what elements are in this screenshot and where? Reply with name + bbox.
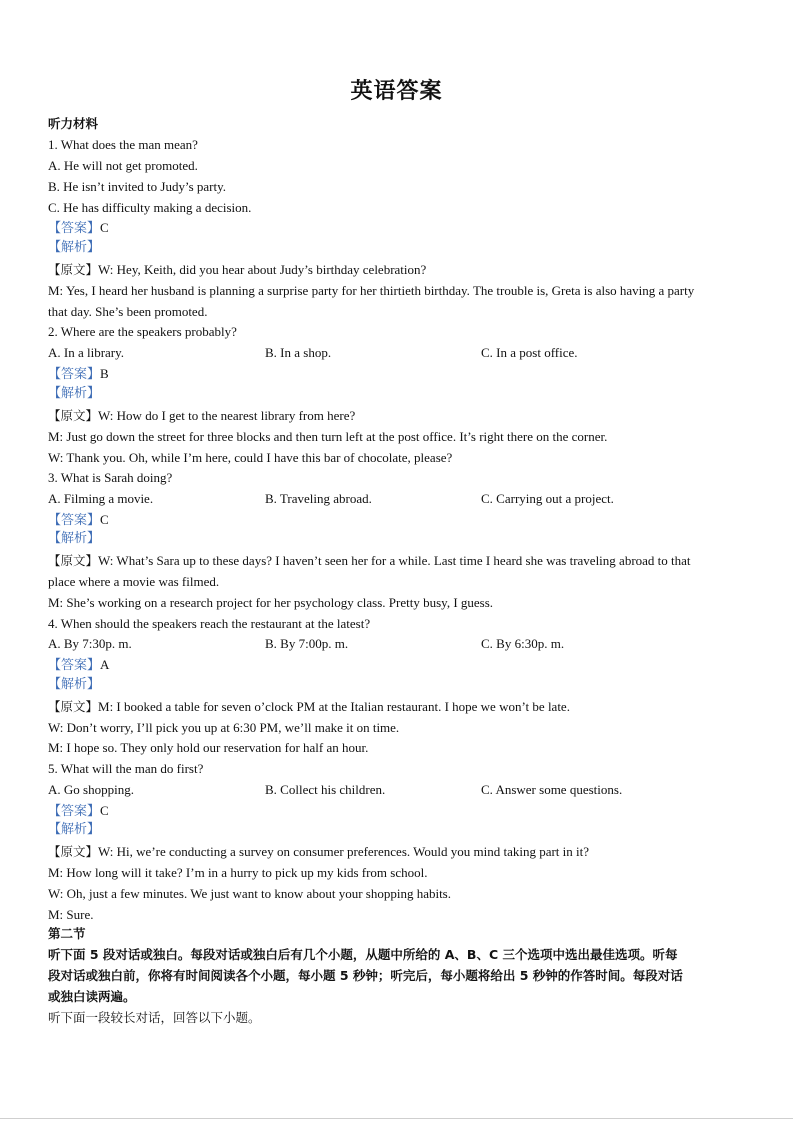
section2-heading: 第二节	[48, 926, 86, 941]
q1-transcript-line-3: that day. She’s been promoted.	[48, 304, 208, 319]
q1-option-b: B. He isn’t invited to Judy’s party.	[48, 179, 227, 194]
q2-option-b: B. In a shop.	[265, 345, 332, 360]
q4-transcript-line-3: M: I hope so. They only hold our reservation for half an hour.	[48, 740, 369, 755]
answer-label: 【答案】	[48, 367, 101, 382]
q1-transcript-line-2: M: Yes, I heard her husband is planning a surprise party for her thirtieth birthday. The trouble is, Greta is also having a party	[48, 283, 695, 298]
original-label: 【原文】	[48, 408, 99, 423]
q5-transcript-line-1	[48, 844, 589, 860]
q4-answer	[48, 657, 109, 674]
q4-option-b: B. By 7:00p. m.	[265, 636, 349, 651]
section2-prompt: 听下面一段较长对话，回答以下小题。	[48, 1010, 261, 1025]
q2-option-c: C. In a post office.	[481, 345, 578, 360]
transcript-text: W: What’s Sara up to these days? I haven’t seen her for a while. Last time I heard she was traveling abroad to that	[98, 553, 691, 568]
q2-transcript-line-2: M: Just go down the street for three blocks and then turn left at the post office. It’s right there on the corner.	[48, 429, 608, 444]
original-label: 【原文】	[48, 553, 99, 568]
q4-question: 4. When should the speakers reach the restaurant at the latest?	[48, 616, 371, 631]
q1-transcript-line-1	[48, 262, 426, 278]
section2-instruction-line-1: 听下面 5 段对话或独白。每段对话或独白后有几个小题，从题中所给的 A、B、C 三个选项中选出最佳选项。听每	[48, 947, 678, 962]
answer-value: C	[100, 220, 109, 235]
section2-instruction-line-3: 或独白读两遍。	[48, 989, 136, 1004]
q3-transcript-line-1	[48, 553, 691, 569]
q4-transcript-line-1	[48, 699, 570, 715]
transcript-text: W: Hey, Keith, did you hear about Judy’s birthday celebration?	[98, 262, 427, 277]
q5-question: 5. What will the man do first?	[48, 761, 204, 776]
q2-transcript-line-3: W: Thank you. Oh, while I’m here, could I have this bar of chocolate, please?	[48, 450, 453, 465]
q1-analysis-label: 【解析】	[48, 240, 101, 255]
transcript-text: W: Hi, we’re conducting a survey on consumer preferences. Would you mind taking part in it?	[98, 844, 590, 859]
q5-option-a: A. Go shopping.	[48, 782, 134, 797]
transcript-text: M: I booked a table for seven o’clock PM at the Italian restaurant. I hope we won’t be late.	[98, 699, 570, 714]
q1-option-c: C. He has difficulty making a decision.	[48, 200, 252, 215]
q2-analysis-label: 【解析】	[48, 386, 101, 401]
answer-value: B	[100, 366, 109, 381]
original-label: 【原文】	[48, 699, 99, 714]
q3-transcript-line-3: M: She’s working on a research project for her psychology class. Pretty busy, I guess.	[48, 595, 494, 610]
q3-analysis-label: 【解析】	[48, 531, 101, 546]
q5-answer	[48, 803, 109, 820]
answer-value: C	[100, 803, 109, 818]
answer-label: 【答案】	[48, 658, 101, 673]
listening-section-heading: 听力材料	[48, 116, 99, 131]
q5-option-b: B. Collect his children.	[265, 782, 386, 797]
answer-value: C	[100, 512, 109, 527]
section2-instruction-line-2: 段对话或独白前，你将有时间阅读各个小题，每小题 5 秒钟；听完后，每小题将给出 5 秒钟的作答时间。每段对话	[48, 968, 683, 983]
q1-answer	[48, 220, 109, 237]
answer-value: A	[100, 657, 110, 672]
q3-transcript-line-2: place where a movie was filmed.	[48, 574, 220, 589]
q5-option-c: C. Answer some questions.	[481, 782, 623, 797]
answer-label: 【答案】	[48, 804, 101, 819]
q3-answer	[48, 512, 109, 529]
q5-transcript-line-4: M: Sure.	[48, 907, 94, 922]
q4-option-a: A. By 7:30p. m.	[48, 636, 132, 651]
page-title: 英语答案	[350, 79, 443, 104]
q5-transcript-line-2: M: How long will it take? I’m in a hurry to pick up my kids from school.	[48, 865, 428, 880]
q4-analysis-label: 【解析】	[48, 677, 101, 692]
q2-option-a: A. In a library.	[48, 345, 125, 360]
q2-question: 2. Where are the speakers probably?	[48, 324, 237, 339]
q1-question: 1. What does the man mean?	[48, 137, 198, 152]
q4-transcript-line-2: W: Don’t worry, I’ll pick you up at 6:30 PM, we’ll make it on time.	[48, 720, 400, 735]
answer-label: 【答案】	[48, 513, 101, 528]
answer-label: 【答案】	[48, 221, 101, 236]
q2-transcript-line-1	[48, 408, 355, 424]
original-label: 【原文】	[48, 844, 99, 859]
q3-question: 3. What is Sarah doing?	[48, 470, 173, 485]
q4-option-c: C. By 6:30p. m.	[481, 636, 565, 651]
transcript-text: W: How do I get to the nearest library from here?	[98, 408, 356, 423]
q5-analysis-label: 【解析】	[48, 822, 101, 837]
page-bottom-divider	[0, 1118, 793, 1119]
q2-answer	[48, 366, 109, 383]
q5-transcript-line-3: W: Oh, just a few minutes. We just want to know about your shopping habits.	[48, 886, 451, 901]
q3-option-c: C. Carrying out a project.	[481, 491, 614, 506]
q3-option-a: A. Filming a movie.	[48, 491, 154, 506]
q3-option-b: B. Traveling abroad.	[265, 491, 372, 506]
original-label: 【原文】	[48, 262, 99, 277]
q1-option-a: A. He will not get promoted.	[48, 158, 198, 173]
